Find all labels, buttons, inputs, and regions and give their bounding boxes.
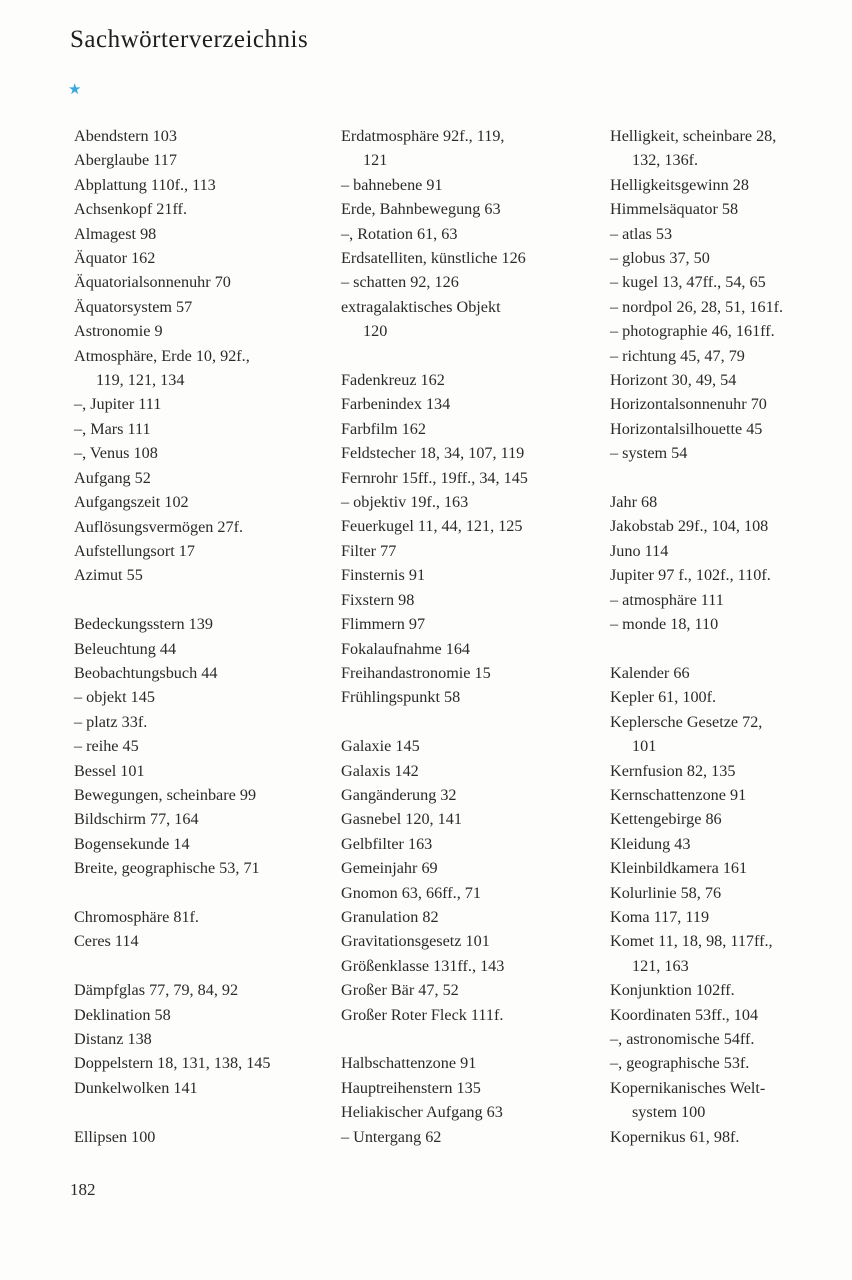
index-entry: Horizont 30, 49, 54 xyxy=(610,371,737,390)
section-spacer xyxy=(74,954,329,978)
star-ornament-icon: ★ xyxy=(68,82,82,98)
index-entry: Helligkeit, scheinbare 28, xyxy=(610,127,777,145)
index-entry: –, astronomische 54ff. xyxy=(610,1030,755,1048)
index-entry: Kettengebirge 86 xyxy=(610,810,722,829)
index-entry: Kalender 66 xyxy=(610,663,690,682)
index-entry: Koordinaten 53ff., 104 xyxy=(610,1005,759,1024)
index-entry: Ellipsen 100 xyxy=(74,1127,156,1146)
index-entry: Fixstern 98 xyxy=(341,590,415,609)
index-entry: Galaxis 142 xyxy=(341,761,419,780)
index-entry: Galaxie 145 xyxy=(341,737,420,756)
section-spacer xyxy=(74,881,329,905)
index-entry: –, Rotation 61, 63 xyxy=(341,224,458,243)
index-entry: Jakobstab 29f., 104, 108 xyxy=(610,517,769,536)
index-entry: Chromosphäre 81f. xyxy=(74,907,199,926)
index-entry: Erdatmosphäre 92f., 119, xyxy=(341,127,505,145)
index-entry: – reihe 45 xyxy=(74,737,139,756)
index-entry: Kopernikanisches Welt- xyxy=(610,1078,766,1097)
index-entry: – bahnebene 91 xyxy=(341,175,443,194)
index-entry: –, Jupiter 111 xyxy=(74,395,162,414)
index-entry-continuation: 119, 121, 134 xyxy=(96,371,185,390)
index-entry: –, Venus 108 xyxy=(74,444,158,463)
index-entry: Großer Roter Fleck 111f. xyxy=(341,1005,504,1024)
index-entry: – atmosphäre 111 xyxy=(610,590,724,609)
index-entry: Azimut 55 xyxy=(74,566,143,585)
index-entry: – nordpol 26, 28, 51, 161f. xyxy=(610,297,784,316)
page-number: 182 xyxy=(70,1180,96,1199)
index-entry: Deklination 58 xyxy=(74,1005,171,1024)
index-entry: Aberglaube 117 xyxy=(74,151,177,170)
index-entry: Gelbfilter 163 xyxy=(341,834,433,853)
index-entry: Auflösungsvermögen 27f. xyxy=(74,517,244,536)
index-entry: Konjunktion 102ff. xyxy=(610,981,735,1000)
index-entry: Finsternis 91 xyxy=(341,566,426,585)
index-column-3 xyxy=(610,124,845,1149)
index-entry: Großer Bär 47, 52 xyxy=(341,981,459,1000)
section-spacer xyxy=(341,710,596,734)
index-entry: Äquatorialsonnenuhr 70 xyxy=(74,273,231,292)
index-entry: Astronomie 9 xyxy=(74,322,163,341)
index-entry: – schatten 92, 126 xyxy=(341,273,459,292)
section-spacer xyxy=(341,1027,596,1051)
index-entry: Achsenkopf 21ff. xyxy=(74,200,187,219)
index-entry: Bedeckungsstern 139 xyxy=(74,615,213,634)
index-entry: Fadenkreuz 162 xyxy=(341,371,445,390)
index-entry: Flimmern 97 xyxy=(341,615,426,634)
index-entry: Gemeinjahr 69 xyxy=(341,859,438,878)
section-spacer xyxy=(341,344,596,368)
index-entry: Aufgang 52 xyxy=(74,468,151,487)
index-entry-continuation: 132, 136f. xyxy=(632,151,699,170)
index-entry: Feldstecher 18, 34, 107, 119 xyxy=(341,444,525,463)
index-entry: Atmosphäre, Erde 10, 92f., xyxy=(74,346,250,365)
index-entry: Gravitationsgesetz 101 xyxy=(341,932,490,951)
index-entry: Ceres 114 xyxy=(74,932,139,951)
index-entry: Kernfusion 82, 135 xyxy=(610,761,736,780)
index-entry: Bogensekunde 14 xyxy=(74,834,190,853)
index-entry: Horizontalsonnenuhr 70 xyxy=(610,395,767,414)
index-entry: Distanz 138 xyxy=(74,1029,152,1048)
index-entry: Fokalaufnahme 164 xyxy=(341,639,471,658)
index-entry: Almagest 98 xyxy=(74,224,157,243)
page-title: Sachwörterverzeichnis xyxy=(70,26,309,53)
index-entry: Erdsatelliten, künstliche 126 xyxy=(341,249,526,268)
index-entry: Kolurlinie 58, 76 xyxy=(610,883,722,902)
index-entry: Kepler 61, 100f. xyxy=(610,688,717,707)
index-entry: Dämpfglas 77, 79, 84, 92 xyxy=(74,981,239,1000)
index-entry: Farbfilm 162 xyxy=(341,419,426,438)
index-entry: Äquator 162 xyxy=(74,249,156,268)
index-entry: Äquatorsystem 57 xyxy=(74,297,193,316)
index-entry: Freihandastronomie 15 xyxy=(341,663,491,682)
index-entry: – atlas 53 xyxy=(610,224,673,243)
index-entry: Kleinbildkamera 161 xyxy=(610,859,748,878)
index-entry-continuation: 101 xyxy=(632,737,657,756)
index-entry: extragalaktisches Objekt xyxy=(341,297,501,316)
index-entry: – monde 18, 110 xyxy=(610,615,719,634)
index-entry: – kugel 13, 47ff., 54, 65 xyxy=(610,273,766,292)
index-entry: – system 54 xyxy=(610,444,688,463)
index-entry: Gangänderung 32 xyxy=(341,785,457,804)
section-spacer xyxy=(610,637,845,661)
index-entry: Frühlingspunkt 58 xyxy=(341,688,461,707)
section-spacer xyxy=(74,1100,329,1124)
index-entry: – Untergang 62 xyxy=(341,1127,442,1146)
index-entry-continuation: system 100 xyxy=(632,1103,706,1122)
index-entry: Gnomon 63, 66ff., 71 xyxy=(341,883,481,902)
index-entry: Beobachtungsbuch 44 xyxy=(74,663,218,682)
index-entry: Beleuchtung 44 xyxy=(74,639,177,658)
index-entry: Kopernikus 61, 98f. xyxy=(610,1127,740,1146)
index-entry: Feuerkugel 11, 44, 121, 125 xyxy=(341,517,523,536)
section-spacer xyxy=(74,588,329,612)
index-entry: Koma 117, 119 xyxy=(610,907,710,926)
index-entry-continuation: 120 xyxy=(363,322,388,341)
index-entry: – objektiv 19f., 163 xyxy=(341,493,469,512)
index-entry: Heliakischer Aufgang 63 xyxy=(341,1103,503,1122)
index-entry: Abendstern 103 xyxy=(74,127,177,145)
index-entry: Halbschattenzone 91 xyxy=(341,1054,477,1073)
index-entry: Granulation 82 xyxy=(341,907,439,926)
index-entry: Aufgangszeit 102 xyxy=(74,493,189,512)
index-entry-continuation: 121 xyxy=(363,151,388,170)
index-entry: Hauptreihenstern 135 xyxy=(341,1078,481,1097)
index-entry: – globus 37, 50 xyxy=(610,249,710,268)
index-entry: Kernschattenzone 91 xyxy=(610,785,747,804)
index-entry: Bewegungen, scheinbare 99 xyxy=(74,785,257,804)
index-entry: – photographie 46, 161ff. xyxy=(610,322,775,341)
index-column-2 xyxy=(341,124,596,1149)
index-entry: Breite, geographische 53, 71 xyxy=(74,859,260,878)
index-entry: – objekt 145 xyxy=(74,688,155,707)
index-entry: – platz 33f. xyxy=(74,712,148,731)
index-entry: Horizontalsilhouette 45 xyxy=(610,419,763,438)
index-entry: Filter 77 xyxy=(341,541,397,560)
section-spacer xyxy=(610,466,845,490)
index-entry: Erde, Bahnbewegung 63 xyxy=(341,200,501,219)
index-entry: –, geographische 53f. xyxy=(610,1054,750,1073)
index-entry: Jupiter 97 f., 102f., 110f. xyxy=(610,566,771,585)
index-entry: Keplersche Gesetze 72, xyxy=(610,712,763,731)
index-entry: Aufstellungsort 17 xyxy=(74,541,195,560)
index-entry: Fernrohr 15ff., 19ff., 34, 145 xyxy=(341,468,528,487)
index-column-1 xyxy=(74,124,329,1149)
index-entry: Doppelstern 18, 131, 138, 145 xyxy=(74,1054,271,1073)
index-entry: –, Mars 111 xyxy=(74,419,151,438)
index-entry: Bildschirm 77, 164 xyxy=(74,810,199,829)
index-entry: Kleidung 43 xyxy=(610,834,691,853)
index-entry: Bessel 101 xyxy=(74,761,145,780)
index-entry: Gasnebel 120, 141 xyxy=(341,810,462,829)
index-entry-continuation: 121, 163 xyxy=(632,956,689,975)
index-entry: Juno 114 xyxy=(610,541,669,560)
index-entry: Jahr 68 xyxy=(610,493,658,512)
index-entry: – richtung 45, 47, 79 xyxy=(610,346,745,365)
index-entry: Farbenindex 134 xyxy=(341,395,451,414)
index-entry: Größenklasse 131ff., 143 xyxy=(341,956,505,975)
index-entry: Dunkelwolken 141 xyxy=(74,1078,198,1097)
index-entry: Helligkeitsgewinn 28 xyxy=(610,175,749,194)
index-entry: Abplattung 110f., 113 xyxy=(74,175,216,194)
index-entry: Himmelsäquator 58 xyxy=(610,200,739,219)
index-entry: Komet 11, 18, 98, 117ff., xyxy=(610,932,773,951)
